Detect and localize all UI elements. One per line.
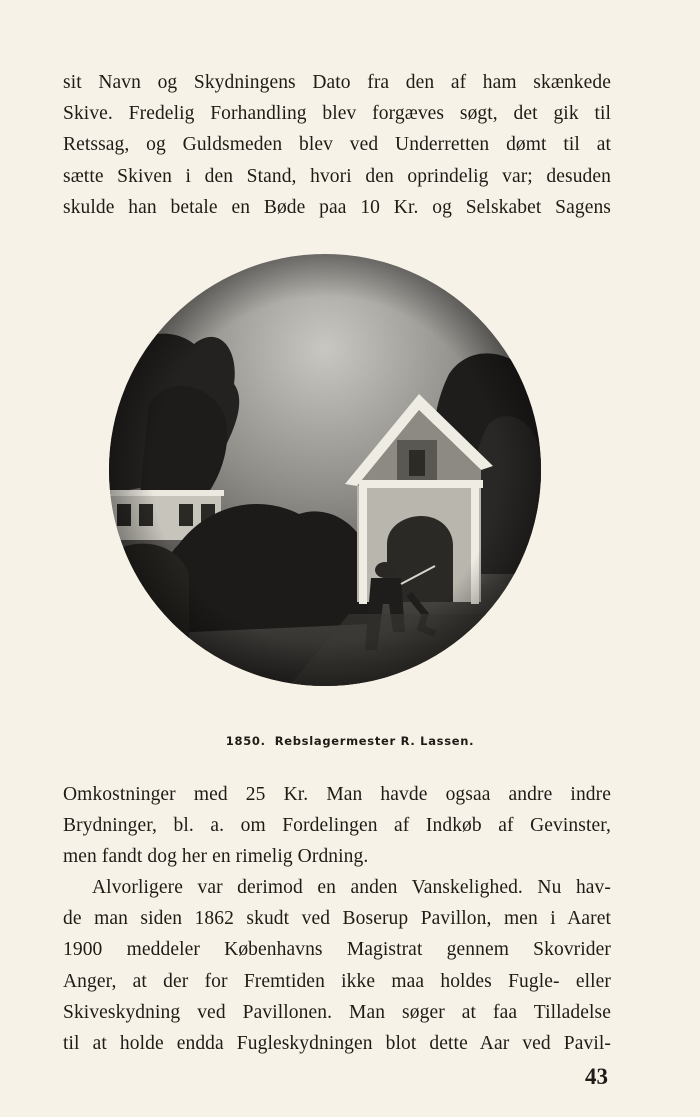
caption-text: Rebslagermester R. Lassen. (274, 734, 475, 748)
paragraph (63, 872, 611, 1059)
paragraph-continued (63, 67, 611, 223)
text-line: skulde han betale en Bøde paa 10 Kr. og Selskabet Sagens (63, 196, 611, 218)
painting-image (109, 254, 541, 686)
text-line: Skive. Fredelig Forhandling blev forgæves søgt, det gik til (63, 103, 611, 125)
text-line: sætte Skiven i den Stand, hvori den oprindelig var; desuden (63, 165, 611, 187)
text-line: Omkostninger med 25 Kr. Man havde ogsaa andre indre (63, 784, 611, 805)
text-line: Retssag, og Guldsmeden blev ved Underretten dømt til at (63, 134, 611, 156)
text-line: sit Navn og Skydningens Dato fra den af ham skænkede (63, 72, 611, 93)
text-line: 1900 meddeler Københavns Magistrat gennem Skovrider (63, 939, 611, 961)
illustration-caption (0, 734, 700, 748)
page-number: 43 (585, 1064, 608, 1089)
circular-illustration (109, 254, 541, 686)
text-line: men fandt dog her en rimelig Ordning. (63, 846, 369, 868)
caption-year: 1850. (225, 734, 266, 748)
text-line: de man siden 1862 skudt ved Boserup Pavillon, men i Aaret (63, 908, 611, 930)
text-line: Skiveskydning ved Pavillonen. Man søger at faa Tilladelse (63, 1001, 611, 1023)
text-line: Anger, at der for Fremtiden ikke maa holdes Fugle- eller (63, 970, 611, 992)
text-line: Brydninger, bl. a. om Fordelingen af Indkøb af Gevinster, (63, 815, 611, 837)
text-line: Alvorligere var derimod en anden Vanskelighed. Nu hav- (92, 877, 611, 898)
text-line: til at holde endda Fugleskydningen blot dette Aar ved Pavil- (63, 1032, 611, 1054)
paragraph (63, 779, 611, 873)
